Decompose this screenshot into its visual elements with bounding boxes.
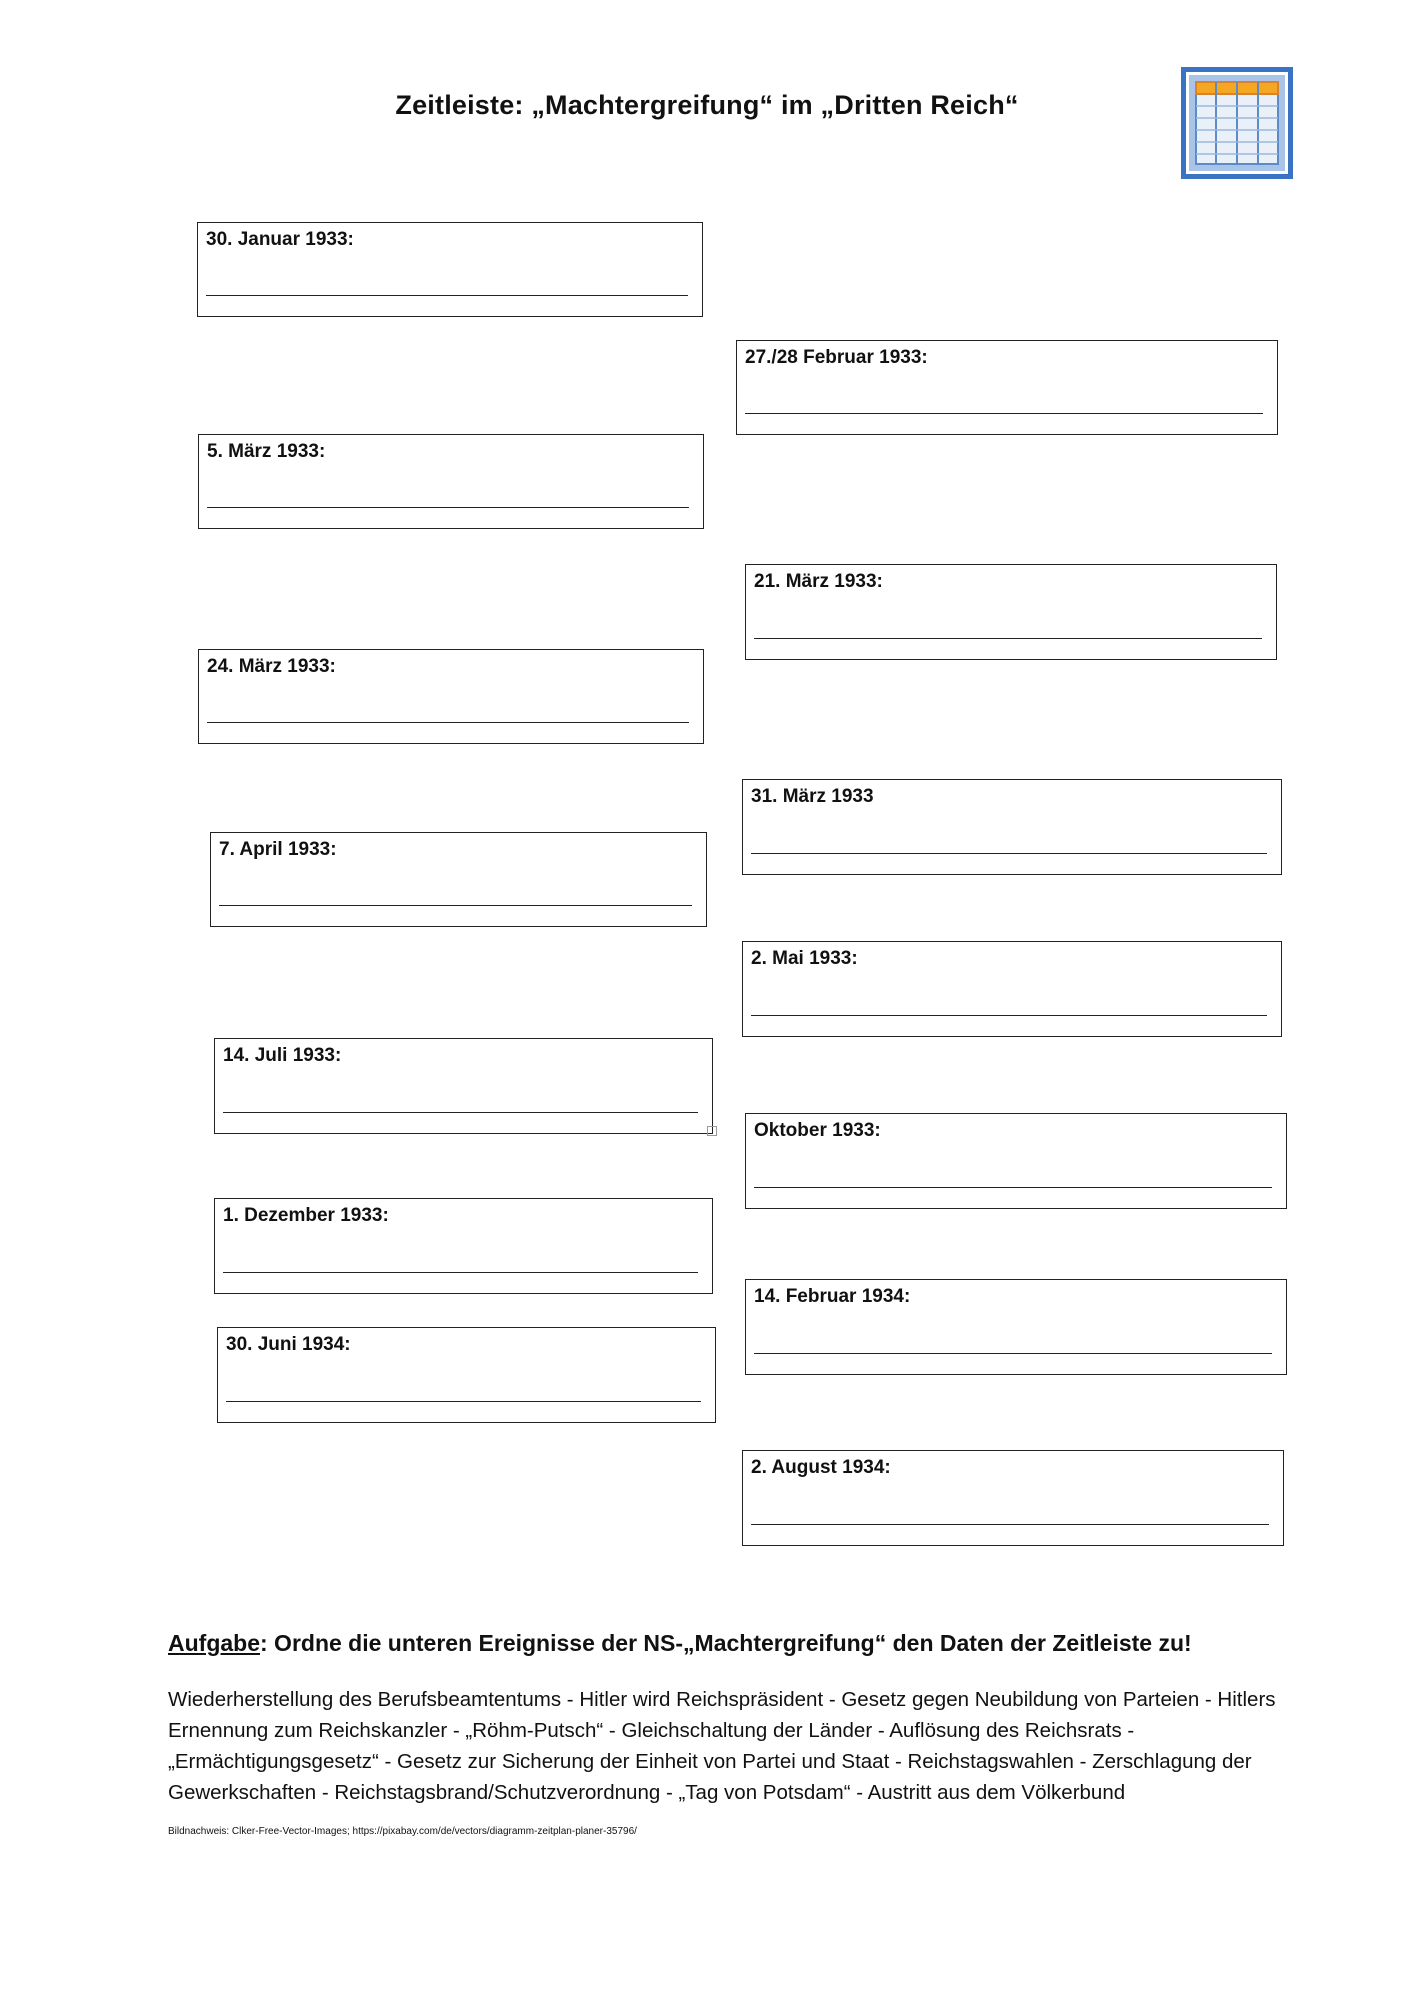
task-heading [168, 1630, 1192, 1657]
answer-line[interactable] [207, 507, 689, 508]
timeline-date: 1. Dezember 1933: [223, 1205, 389, 1226]
answer-line[interactable] [223, 1272, 698, 1273]
answer-line[interactable] [223, 1112, 698, 1113]
timeline-box-1-dezember-1933 [214, 1198, 713, 1294]
task-text: : Ordne die unteren Ereignisse der NS-„Machtergreifung“ den Daten der Zeitleiste zu! [260, 1630, 1192, 1656]
answer-line[interactable] [206, 295, 688, 296]
answer-line[interactable] [745, 413, 1263, 414]
timeline-box-7-april-1933 [210, 832, 707, 927]
timeline-date: 14. Februar 1934: [754, 1286, 911, 1307]
timeline-date: 31. März 1933 [751, 786, 874, 807]
timeline-box-30-januar-1933 [197, 222, 703, 317]
image-credit: Bildnachweis: Clker-Free-Vector-Images; https://pixabay.com/de/vectors/diagramm-zeitplan-planer-35796/ [168, 1826, 637, 1837]
timeline-box-31-maerz-1933 [742, 779, 1282, 875]
timeline-box-30-juni-1934 [217, 1327, 716, 1423]
timeline-date: 30. Juni 1934: [226, 1334, 351, 1355]
timeline-date: 27./28 Februar 1933: [745, 347, 928, 368]
answer-line[interactable] [219, 905, 692, 906]
timeline-date: 30. Januar 1933: [206, 229, 354, 250]
answer-line[interactable] [207, 722, 689, 723]
page-title: Zeitleiste: „Machtergreifung“ im „Dritten Reich“ [395, 90, 1019, 120]
task-label: Aufgabe [168, 1630, 260, 1656]
timeline-date: 14. Juli 1933: [223, 1045, 342, 1066]
timeline-box-oktober-1933 [745, 1113, 1287, 1209]
answer-line[interactable] [226, 1401, 701, 1402]
timeline-box-21-maerz-1933 [745, 564, 1277, 660]
answer-line[interactable] [754, 1187, 1272, 1188]
timeline-date: 5. März 1933: [207, 441, 326, 462]
timeline-box-27-28-februar-1933 [736, 340, 1278, 435]
timeline-date: 2. August 1934: [751, 1457, 891, 1478]
timeline-box-2-august-1934 [742, 1450, 1284, 1546]
answer-line[interactable] [754, 1353, 1272, 1354]
timeline-box-24-maerz-1933 [198, 649, 704, 744]
timeline-box-14-februar-1934 [745, 1279, 1287, 1375]
answer-line[interactable] [751, 853, 1267, 854]
table-spreadsheet-icon [1180, 66, 1294, 180]
timeline-box-2-mai-1933 [742, 941, 1282, 1037]
timeline-date: 21. März 1933: [754, 571, 883, 592]
timeline-date: 24. März 1933: [207, 656, 336, 677]
answer-line[interactable] [751, 1015, 1267, 1016]
timeline-date: 2. Mai 1933: [751, 948, 858, 969]
timeline-date: Oktober 1933: [754, 1120, 881, 1141]
timeline-date: 7. April 1933: [219, 839, 337, 860]
events-list: Wiederherstellung des Berufsbeamtentums - Hitler wird Reichspräsident - Gesetz gegen Neubildung von Parteien - Hitlers Ernennung zum Reichskanzler - „Röhm-Putsch“ - Gleichschaltung der Länder - Auflösung des Reichsrats - „Ermächtigungsgesetz“ - Gesetz zur Sicherung der Einheit von Partei und Staat - Reichstagswahlen - Zerschlagung der Gewerkschaften - Reichstagsbrand/Schutzverordnung - „Tag von Potsdam“ - Austritt aus dem Völkerbund [168, 1688, 1276, 1804]
resize-handle[interactable] [707, 1126, 717, 1136]
answer-line[interactable] [754, 638, 1262, 639]
timeline-box-5-maerz-1933 [198, 434, 704, 529]
answer-line[interactable] [751, 1524, 1269, 1525]
timeline-box-14-juli-1933 [214, 1038, 713, 1134]
